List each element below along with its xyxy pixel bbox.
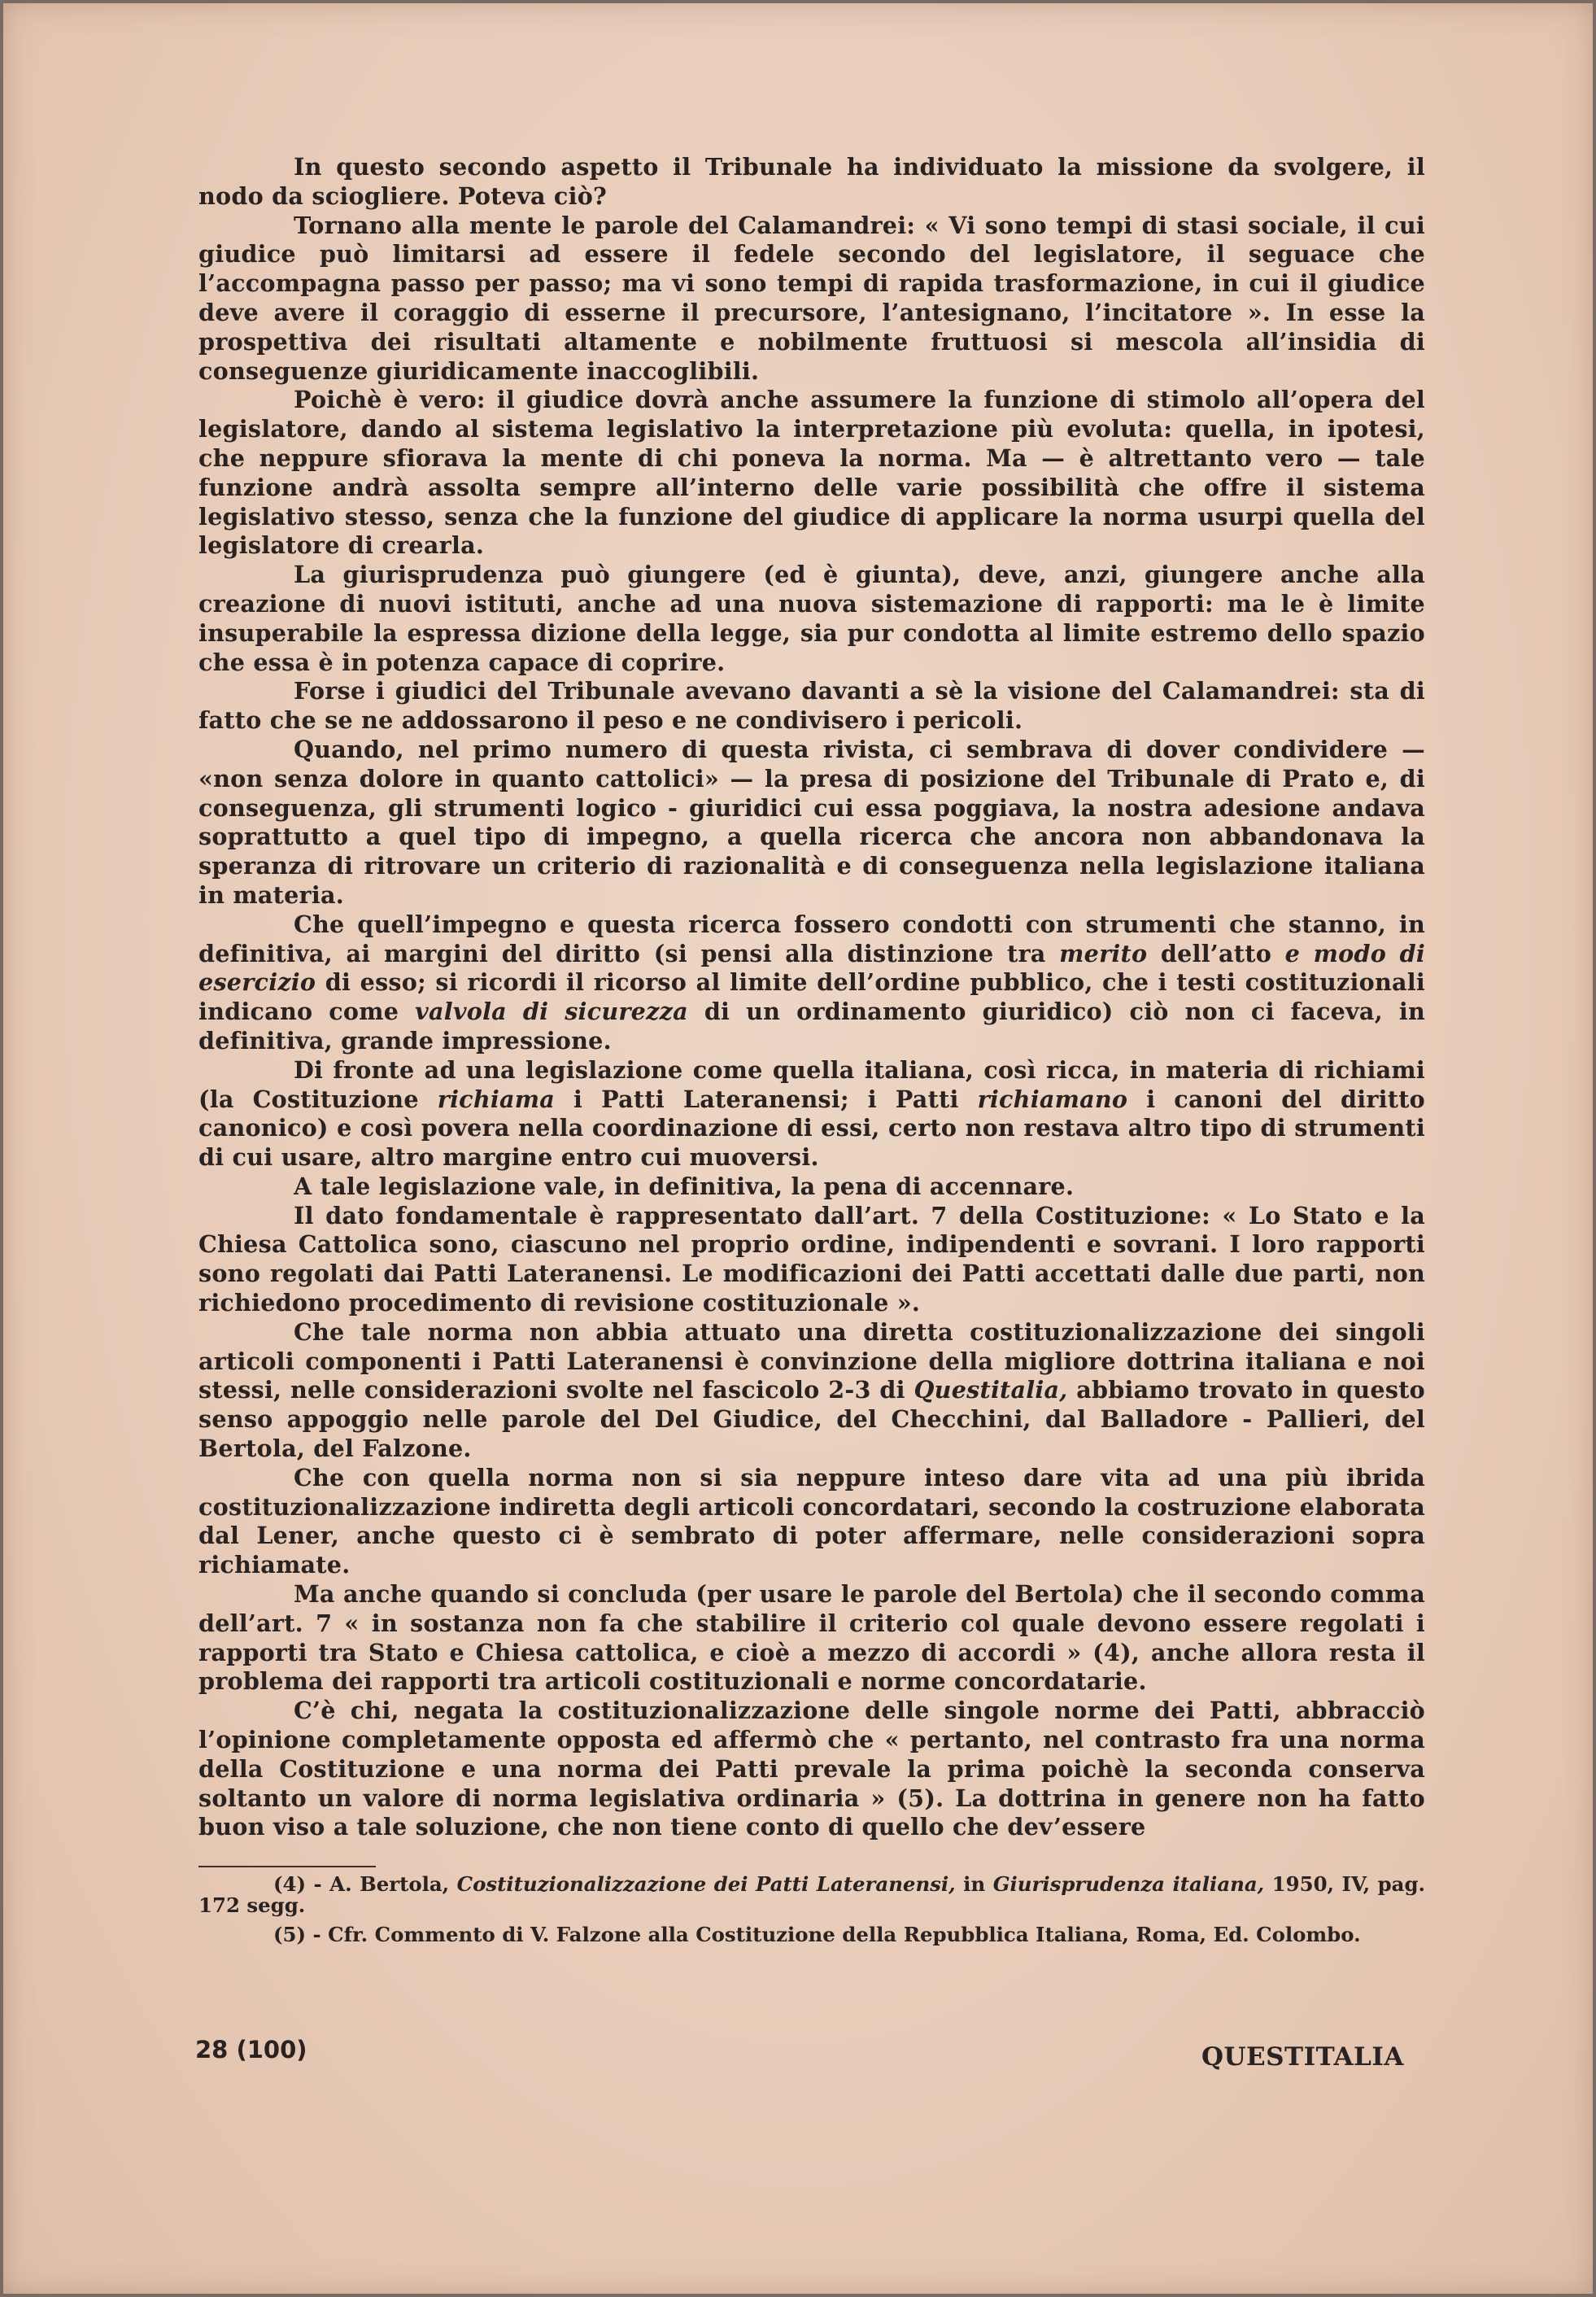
journal-title: QUESTITALIA xyxy=(1201,2042,1404,2072)
paragraph: Poichè è vero: il giudice dovrà anche assumere la funzione di stimolo all’opera del legislatore, dando al sistema legislativo la interpretazione più evoluta: quella, in ipotesi, che neppure sfiorava la mente di chi poneva la norma. Ma — è altrettanto vero — tale funzione andrà assolta sempre all’interno delle varie possibilità che offre il sistema legislativo stesso, senza che la funzione del giudice di applicare la norma usurpi quella del legislatore di crearla. xyxy=(198,386,1425,560)
paragraph: Tornano alla mente le parole del Calamandrei: « Vi sono tempi di stasi sociale, il cui giudice può limitarsi ad essere il fedele secondo del legislatore, il seguace che l’accompagna passo per passo; ma vi sono tempi di rapida trasformazione, in cui il giudice deve avere il coraggio di esserne il precursore, l’antesignano, l’incitatore ». In esse la prospettiva dei risultati altamente e nobilmente fruttuosi si mescola all’insidia di conseguenze giuridicamente inaccoglibili. xyxy=(198,211,1425,385)
paragraph: Di fronte ad una legislazione come quella italiana, così ricca, in materia di richiami (la Costituzione richiama i Patti Lateranensi; i Patti richiamano i canoni del diritto canonico) e così povera nella coordinazione di essi, certo non restava altro tipo di strumenti di cui usare, altro margine entro cui muoversi. xyxy=(198,1055,1425,1172)
footnotes xyxy=(198,1874,1425,1954)
paragraph: Ma anche quando si concluda (per usare le parole del Bertola) che il secondo comma dell’art. 7 « in sostanza non fa che stabilire il criterio col quale devono essere regolati i rapporti tra Stato e Chiesa cattolica, e cioè a mezzo di accordi » (4), anche allora resta il problema dei rapporti tra articoli costituzionali e norme concordatarie. xyxy=(198,1580,1425,1696)
paragraph: Che quell’impegno e questa ricerca fossero condotti con strumenti che stanno, in definitiva, ai margini del diritto (si pensi alla distinzione tra merito dell’atto e modo di esercizio di esso; si ricordi il ricorso al limite dell’ordine pubblico, che i testi costituzionali indicano come valvola di sicurezza di un ordinamento giuridico) ciò non ci faceva, in definitiva, grande impressione. xyxy=(198,910,1426,1055)
paragraph: Forse i giudici del Tribunale avevano davanti a sè la visione del Calamandrei: sta di fatto che se ne addossarono il peso e ne condivisero i pericoli. xyxy=(198,677,1425,735)
paragraph: Quando, nel primo numero di questa rivista, ci sembrava di dover condividere — «non senza dolore in quanto cattolici» — la presa di posizione del Tribunale di Prato e, di conseguenza, gli strumenti logico - giuridici cui essa poggiava, la nostra adesione andava soprattutto a quel tipo di impegno, a quella ricerca che ancora non abbandonava la speranza di ritrovare un criterio di razionalità e di conseguenza nella legislazione italiana in materia. xyxy=(198,735,1425,909)
paragraph: Che tale norma non abbia attuato una diretta costituzionalizzazione dei singoli articoli componenti i Patti Lateranensi è convinzione della migliore dottrina italiana e noi stessi, nelle considerazioni svolte nel fascicolo 2-3 di Questitalia, abbiamo trovato in questo senso appoggio nelle parole del Del Giudice, del Checchini, dal Balladore - Pallieri, del Bertola, del Falzone. xyxy=(198,1317,1425,1463)
footnote: (5) - Cfr. Commento di V. Falzone alla Costituzione della Repubblica Italiana, Roma, Ed. Colombo. xyxy=(273,1923,1361,1946)
footnote: (4) - A. Bertola, Costituzionalizzazione dei Patti Lateranensi, in Giurisprudenza italiana, 1950, IV, pag. 172 segg. xyxy=(198,1872,1426,1917)
paragraph: In questo secondo aspetto il Tribunale ha individuato la missione da svolgere, il nodo da sciogliere. Poteva ciò? xyxy=(198,153,1425,210)
article-body xyxy=(198,153,1425,1842)
paragraph: Il dato fondamentale è rappresentato dall’art. 7 della Costituzione: « Lo Stato e la Chiesa Cattolica sono, ciascuno nel proprio ordine, indipendenti e sovrani. I loro rapporti sono regolati dai Patti Lateranensi. Le modificazioni dei Patti accettati dalle due parti, non richiedono procedimento di revisione costituzionale ». xyxy=(198,1201,1425,1317)
paragraph: C’è chi, negata la costituzionalizzazione delle singole norme dei Patti, abbracciò l’opinione completamente opposta ed affermò che « pertanto, nel contrasto fra una norma della Costituzione e una norma dei Patti prevale la prima poichè la seconda conserva soltanto un valore di norma legislativa ordinaria » (5). La dottrina in genere non ha fatto buon viso a tale soluzione, che non tiene conto di quello che dev’essere xyxy=(198,1697,1425,1841)
paragraph: A tale legislazione vale, in definitiva, la pena di accennare. xyxy=(294,1172,1075,1200)
page-number: 28 (100) xyxy=(195,2036,307,2063)
paragraph: La giurisprudenza può giungere (ed è giunta), deve, anzi, giungere anche alla creazione di nuovi istituti, anche ad una nuova sistemazione di rapporti: ma le è limite insuperabile la espressa dizione della legge, sia pur condotta al limite estremo dello spazio che essa è in potenza capace di coprire. xyxy=(198,561,1425,676)
footnote-divider xyxy=(198,1866,376,1867)
paragraph: Che con quella norma non si sia neppure inteso dare vita ad una più ibrida costituzionalizzazione indiretta degli articoli concordatari, secondo la costruzione elaborata dal Lener, anche questo ci è sembrato di poter affermare, nelle considerazioni sopra richiamate. xyxy=(198,1463,1425,1579)
